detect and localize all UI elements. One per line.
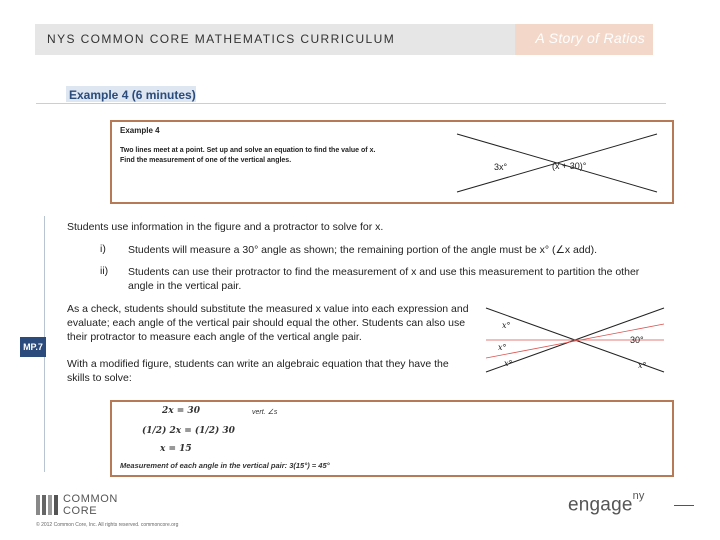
equation-1: 2x = 30 <box>162 406 200 416</box>
mp7-tag: MP.7 <box>20 337 46 357</box>
engage-ny: ny <box>632 490 645 502</box>
item-text-1: Students will measure a 30° angle as shown; the remaining portion of the angle must be x° (∠x add). <box>128 244 597 256</box>
common-core-logo-icon <box>36 495 60 515</box>
equation-2: (1/2) 2x = (1/2) 30 <box>142 426 235 436</box>
item-label-2: ii) <box>100 265 109 277</box>
engageny-logo <box>568 490 645 516</box>
example-box <box>110 120 674 204</box>
engage-word: engage <box>568 494 633 516</box>
example-line-1: Two lines meet at a point. Set up and solve an equation to find the value of x. <box>120 147 376 154</box>
section-title: Example 4 (6 minutes) <box>69 88 196 102</box>
modified-figure <box>482 300 667 382</box>
equation-3: x = 15 <box>160 444 192 454</box>
label-x-left: x° <box>498 343 507 352</box>
modified-figure-paragraph: With a modified figure, students can write an algebraic equation that they have the skills to solve: <box>67 358 449 384</box>
footer-dash <box>674 505 694 506</box>
solution-box <box>110 400 674 477</box>
curriculum-title: NYS COMMON CORE MATHEMATICS CURRICULUM <box>47 32 396 46</box>
item-label-1: i) <box>100 243 106 255</box>
label-thirty: 30° <box>630 335 644 345</box>
common-core-brand <box>63 493 118 517</box>
brand-line-1: COMMON <box>63 493 118 505</box>
intersecting-lines-figure <box>452 128 662 198</box>
example-heading: Example 4 <box>120 126 160 135</box>
intro-text: Students use information in the figure and a protractor to solve for x. <box>67 221 384 233</box>
example-line-2: Find the measurement of one of the vertical angles. <box>120 157 292 164</box>
angle-label-left: 3x° <box>494 162 508 172</box>
page-header <box>35 24 653 55</box>
label-x-top: x° <box>502 321 511 330</box>
check-paragraph: As a check, students should substitute the measured x value into each expression and evaluate; each angle of the vertical pair should equal the other. Students can also use their protractor to measure each angle of the vertical angle pair. <box>67 303 469 343</box>
module-title: A Story of Ratios <box>535 30 645 46</box>
item-text-2: Students can use their protractor to find the measurement of x and use this measurement to partition the other angle in the vertical pair. <box>128 266 640 292</box>
brand-line-2: CORE <box>63 505 98 517</box>
angle-label-right: (x + 30)° <box>552 161 587 171</box>
copyright-text: © 2012 Common Core, Inc. All rights reserved. commoncore.org <box>36 522 179 528</box>
label-x-low: x° <box>504 359 513 368</box>
label-x-right: x° <box>638 361 647 370</box>
vertical-angles-reason: vert. ∠s <box>252 409 278 416</box>
module-banner <box>515 24 653 55</box>
measurement-line: Measurement of each angle in the vertical pair: 3(15°) = 45° <box>120 461 330 470</box>
